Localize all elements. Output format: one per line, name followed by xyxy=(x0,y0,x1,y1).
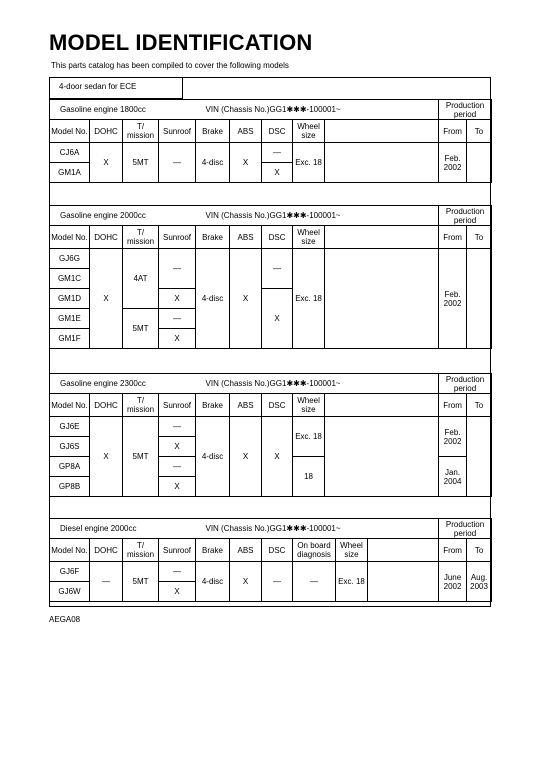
blank-header xyxy=(325,226,439,249)
on-board-diagnosis-header: On board diagnosis xyxy=(293,539,336,562)
model-cell: GP8A xyxy=(50,457,90,477)
model-no-header: Model No. xyxy=(50,539,90,562)
to-cell xyxy=(467,417,492,497)
brake-header: Brake xyxy=(196,120,230,143)
production-period-header: Production period xyxy=(439,100,492,120)
production-period-header: Production period xyxy=(439,519,492,539)
vehicle-header xyxy=(49,77,491,99)
abs-cell: X xyxy=(230,249,262,349)
model-no-header: Model No. xyxy=(50,226,90,249)
dohc-header: DOHC xyxy=(90,539,123,562)
engine-label: Diesel engine 2000cc xyxy=(50,519,196,539)
wheel-size-header: Wheel size xyxy=(293,120,325,143)
blank-cell xyxy=(325,249,439,349)
dsc-cell: X xyxy=(262,417,293,497)
sunroof-header: Sunroof xyxy=(159,394,196,417)
model-cell: GJ6F xyxy=(50,562,90,582)
sunroof-header: Sunroof xyxy=(159,539,196,562)
page-title: MODEL IDENTIFICATION xyxy=(49,30,313,55)
blank-cell xyxy=(368,562,439,602)
wheel-cell: Exc. 18 xyxy=(336,562,368,602)
from-cell: Feb. 2002 xyxy=(439,249,467,349)
page-subtitle: This parts catalog has been compiled to cover the following models xyxy=(51,61,289,70)
on-board-diagnosis-cell: — xyxy=(293,562,336,602)
sunroof-cell: X xyxy=(159,289,196,309)
abs-header: ABS xyxy=(230,394,262,417)
sunroof-cell: — xyxy=(159,417,196,437)
production-period-header: Production period xyxy=(439,206,492,226)
model-cell: GJ6S xyxy=(50,437,90,457)
transmission-header: T/ mission xyxy=(123,226,159,249)
dsc-header: DSC xyxy=(262,120,293,143)
engine-label: Gasoline engine 2000cc xyxy=(50,206,196,226)
to-header: To xyxy=(467,226,492,249)
brake-header: Brake xyxy=(196,394,230,417)
vehicle-type: 4-door sedan for ECE xyxy=(49,77,183,99)
wheel-size-header: Wheel size xyxy=(336,539,368,562)
vin-label: VIN (Chassis No.)GG1✱✱✱-100001~ xyxy=(196,206,439,226)
dsc-cell: — xyxy=(262,562,293,602)
transmission-cell: 5MT xyxy=(123,417,159,497)
dsc-cell: — xyxy=(262,143,293,163)
wheel-size-header: Wheel size xyxy=(293,226,325,249)
blank-header xyxy=(325,120,439,143)
blank-header xyxy=(368,539,439,562)
brake-cell: 4-disc xyxy=(196,143,230,183)
transmission-cell: 5MT xyxy=(123,143,159,183)
transmission-cell: 5MT xyxy=(123,562,159,602)
dohc-header: DOHC xyxy=(90,394,123,417)
vin-label: VIN (Chassis No.)GG1✱✱✱-100001~ xyxy=(196,374,439,394)
section-2300cc xyxy=(49,373,491,497)
to-header: To xyxy=(467,539,492,562)
to-cell xyxy=(467,143,492,183)
dohc-cell: X xyxy=(90,143,123,183)
transmission-cell: 4AT xyxy=(123,249,159,309)
from-header: From xyxy=(439,120,467,143)
wheel-size-header: Wheel size xyxy=(293,394,325,417)
vin-label: VIN (Chassis No.)GG1✱✱✱-100001~ xyxy=(196,100,439,120)
document-code: AEGA08 xyxy=(49,615,81,624)
model-cell: GJ6W xyxy=(50,582,90,602)
wheel-cell: 18 xyxy=(293,457,325,497)
sunroof-header: Sunroof xyxy=(159,120,196,143)
sunroof-cell: X xyxy=(159,582,196,602)
abs-header: ABS xyxy=(230,226,262,249)
sunroof-cell: — xyxy=(159,249,196,289)
dsc-cell: X xyxy=(262,289,293,349)
dsc-cell: — xyxy=(262,249,293,289)
model-cell: GP8B xyxy=(50,477,90,497)
model-no-header: Model No. xyxy=(50,120,90,143)
production-period-header: Production period xyxy=(439,374,492,394)
dohc-header: DOHC xyxy=(90,226,123,249)
blank-header xyxy=(325,394,439,417)
dsc-cell: X xyxy=(262,163,293,183)
brake-cell: 4-disc xyxy=(196,562,230,602)
abs-header: ABS xyxy=(230,120,262,143)
brake-header: Brake xyxy=(196,226,230,249)
brake-cell: 4-disc xyxy=(196,417,230,497)
model-cell: GJ6G xyxy=(50,249,90,269)
to-cell: Aug. 2003 xyxy=(467,562,492,602)
model-cell: GM1F xyxy=(50,329,90,349)
blank-cell xyxy=(325,143,439,183)
dohc-header: DOHC xyxy=(90,120,123,143)
from-header: From xyxy=(439,226,467,249)
model-cell: GM1C xyxy=(50,269,90,289)
transmission-cell: 5MT xyxy=(123,309,159,349)
abs-cell: X xyxy=(230,562,262,602)
dsc-header: DSC xyxy=(262,226,293,249)
dsc-header: DSC xyxy=(262,539,293,562)
brake-header: Brake xyxy=(196,539,230,562)
transmission-header: T/ mission xyxy=(123,120,159,143)
model-cell: GM1D xyxy=(50,289,90,309)
from-cell: Jan. 2004 xyxy=(439,457,467,497)
section-1800cc xyxy=(49,99,491,183)
transmission-header: T/ mission xyxy=(123,394,159,417)
dsc-header: DSC xyxy=(262,394,293,417)
sunroof-cell: — xyxy=(159,143,196,183)
section-2000cc xyxy=(49,205,491,349)
engine-label: Gasoline engine 2300cc xyxy=(50,374,196,394)
model-no-header: Model No. xyxy=(50,394,90,417)
to-header: To xyxy=(467,394,492,417)
from-header: From xyxy=(439,394,467,417)
sunroof-cell: X xyxy=(159,437,196,457)
sunroof-cell: — xyxy=(159,309,196,329)
model-cell: CJ6A xyxy=(50,143,90,163)
wheel-cell: Exc. 18 xyxy=(293,249,325,349)
blank-cell xyxy=(325,417,439,497)
model-cell: GM1A xyxy=(50,163,90,183)
abs-header: ABS xyxy=(230,539,262,562)
wheel-cell: Exc. 18 xyxy=(293,143,325,183)
sunroof-cell: — xyxy=(159,562,196,582)
sunroof-cell: — xyxy=(159,457,196,477)
dohc-cell: X xyxy=(90,417,123,497)
from-cell: June 2002 xyxy=(439,562,467,602)
dohc-cell: X xyxy=(90,249,123,349)
from-cell: Feb. 2002 xyxy=(439,417,467,457)
from-cell: Feb. 2002 xyxy=(439,143,467,183)
sunroof-header: Sunroof xyxy=(159,226,196,249)
transmission-header: T/ mission xyxy=(123,539,159,562)
abs-cell: X xyxy=(230,143,262,183)
sunroof-cell: X xyxy=(159,477,196,497)
model-cell: GJ6E xyxy=(50,417,90,437)
vin-label: VIN (Chassis No.)GG1✱✱✱-100001~ xyxy=(196,519,439,539)
engine-label: Gasoline engine 1800cc xyxy=(50,100,196,120)
dohc-cell: — xyxy=(90,562,123,602)
section-diesel-2000cc xyxy=(49,518,491,602)
sunroof-cell: X xyxy=(159,329,196,349)
from-header: From xyxy=(439,539,467,562)
brake-cell: 4-disc xyxy=(196,249,230,349)
to-cell xyxy=(467,249,492,349)
wheel-cell: Exc. 18 xyxy=(293,417,325,457)
to-header: To xyxy=(467,120,492,143)
abs-cell: X xyxy=(230,417,262,497)
model-cell: GM1E xyxy=(50,309,90,329)
